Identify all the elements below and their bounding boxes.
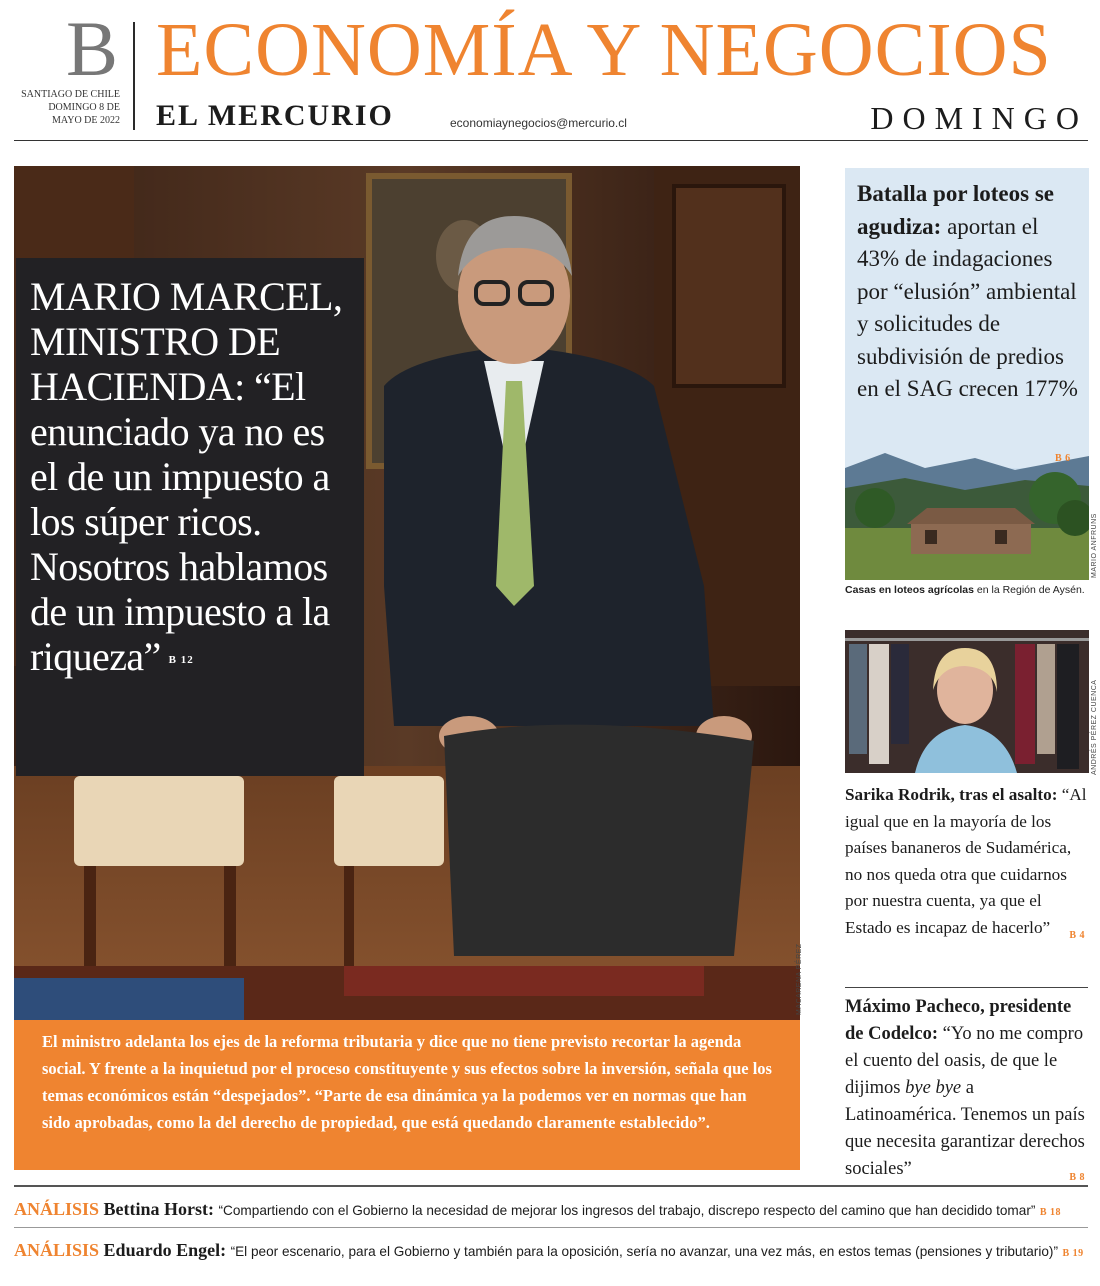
lead-headline-text: MARIO MARCEL, MINISTRO DE HACIENDA: “El enunciado ya no es el de un impuesto a los súper ricos. Nosotros hablamos de un impuesto a la riqueza”	[30, 274, 343, 679]
rodrik-portrait-illustration	[845, 630, 1089, 773]
newspaper-logo: EL MERCURIO	[156, 99, 394, 132]
analysis-author: Bettina Horst:	[103, 1199, 215, 1219]
rodrik-headline-rest: “Al igual que en la mayoría de los países bananeros de Sudamérica, no nos queda otra que cuidarnos por nuestra cuenta, ya que el Estado es incapaz de hacerlo”	[845, 785, 1087, 937]
rodrik-photo-credit: ANDRÉS PÉREZ CUENCA	[1091, 679, 1098, 775]
pacheco-text-italic: bye bye	[905, 1078, 962, 1098]
dateline-month: MAYO DE 2022	[52, 115, 120, 126]
section-letter: B	[66, 5, 119, 92]
pacheco-headline-bold: Máximo Pacheco, presidente de Codelco:	[845, 997, 1072, 1044]
side-divider	[845, 987, 1088, 988]
loteos-caption-rest: en la Región de Aysén.	[973, 584, 1085, 596]
dateline-day: DOMINGO 8 DE	[48, 102, 120, 113]
lead-deck-text: El ministro adelanta los ejes de la reforma tributaria y dice que no tiene previsto recortar la agenda social. Y frente a la inquietud por el proceso constituyente y sus efectos sobre la inversión, señala que los temas económicos están “despejados”. “Parte de esa dinámica ya la podemos ver en normas que han sido aprobadas, como la del derecho de propiedad, que está quedando claramente establecido”.	[42, 1032, 772, 1132]
contact-email[interactable]: economiaynegocios@mercurio.cl	[450, 116, 627, 130]
rodrik-photo[interactable]	[845, 630, 1089, 773]
rodrik-headline-bold: Sarika Rodrik, tras el asalto:	[845, 785, 1058, 804]
analysis-quote: “Compartiendo con el Gobierno la necesidad de mejorar los ingresos del trabajo, discrepo respecto del camino que han decidido tomar”	[218, 1203, 1036, 1218]
lead-quote-box[interactable]	[16, 258, 364, 776]
masthead-divider	[133, 22, 135, 130]
rodrik-story[interactable]	[845, 782, 1089, 949]
lead-photo-credit: MACARENA PÉREZ	[796, 943, 803, 1015]
lead-headline	[30, 274, 350, 683]
section-title: ECONOMÍA Y NEGOCIOS	[156, 8, 1052, 92]
loteos-headline-rest: aportan el 43% de indagaciones por “elusión” ambiental y solicitudes de subdivisión de predios en el SAG crecen 177%	[857, 213, 1078, 401]
analysis-kicker: ANÁLISIS	[14, 1199, 100, 1219]
lead-page-ref: B 12	[168, 654, 194, 667]
pacheco-story[interactable]	[845, 994, 1089, 1191]
dateline-city: SANTIAGO DE CHILE	[21, 89, 120, 100]
loteos-photo-credit: MARIO ANFRUNS	[1091, 513, 1098, 578]
pacheco-text-b: a Latinoamérica. Tenemos un país que necesita garantizar derechos sociales”	[845, 1078, 1085, 1179]
analysis-page-ref: B 19	[1062, 1248, 1084, 1259]
masthead	[0, 0, 1100, 145]
side-story-loteos[interactable]	[845, 168, 1089, 580]
loteos-headline	[857, 178, 1079, 406]
lead-deck	[14, 1020, 800, 1170]
loteos-page-ref: B 6	[1055, 453, 1071, 464]
loteos-caption-bold: Casas en loteos agrícolas	[845, 584, 974, 596]
loteos-caption	[845, 584, 1095, 596]
analysis-item[interactable]	[14, 1237, 1090, 1267]
analysis-kicker: ANÁLISIS	[14, 1240, 100, 1260]
analysis-author: Eduardo Engel:	[103, 1240, 227, 1260]
analysis-quote: “El peor escenario, para el Gobierno y también para la oposición, sería no avanzar, una vez más, en estos temas (pensiones y tributario)”	[230, 1244, 1058, 1259]
analysis-divider	[14, 1227, 1088, 1228]
rodrik-page-ref: B 4	[1069, 929, 1085, 941]
pacheco-page-ref: B 8	[1069, 1172, 1085, 1183]
pacheco-text-a: “Yo no me compro el cuento del oasis, de que le dijimos	[845, 1024, 1084, 1098]
masthead-rule	[14, 140, 1088, 141]
analysis-item[interactable]	[14, 1196, 1090, 1226]
analysis-page-ref: B 18	[1039, 1207, 1062, 1218]
edition-day: DOMINGO	[870, 100, 1088, 136]
dateline	[10, 88, 120, 127]
loteos-headline-bold: Batalla por loteos se agudiza:	[857, 181, 1054, 239]
analysis-top-rule	[14, 1185, 1088, 1187]
